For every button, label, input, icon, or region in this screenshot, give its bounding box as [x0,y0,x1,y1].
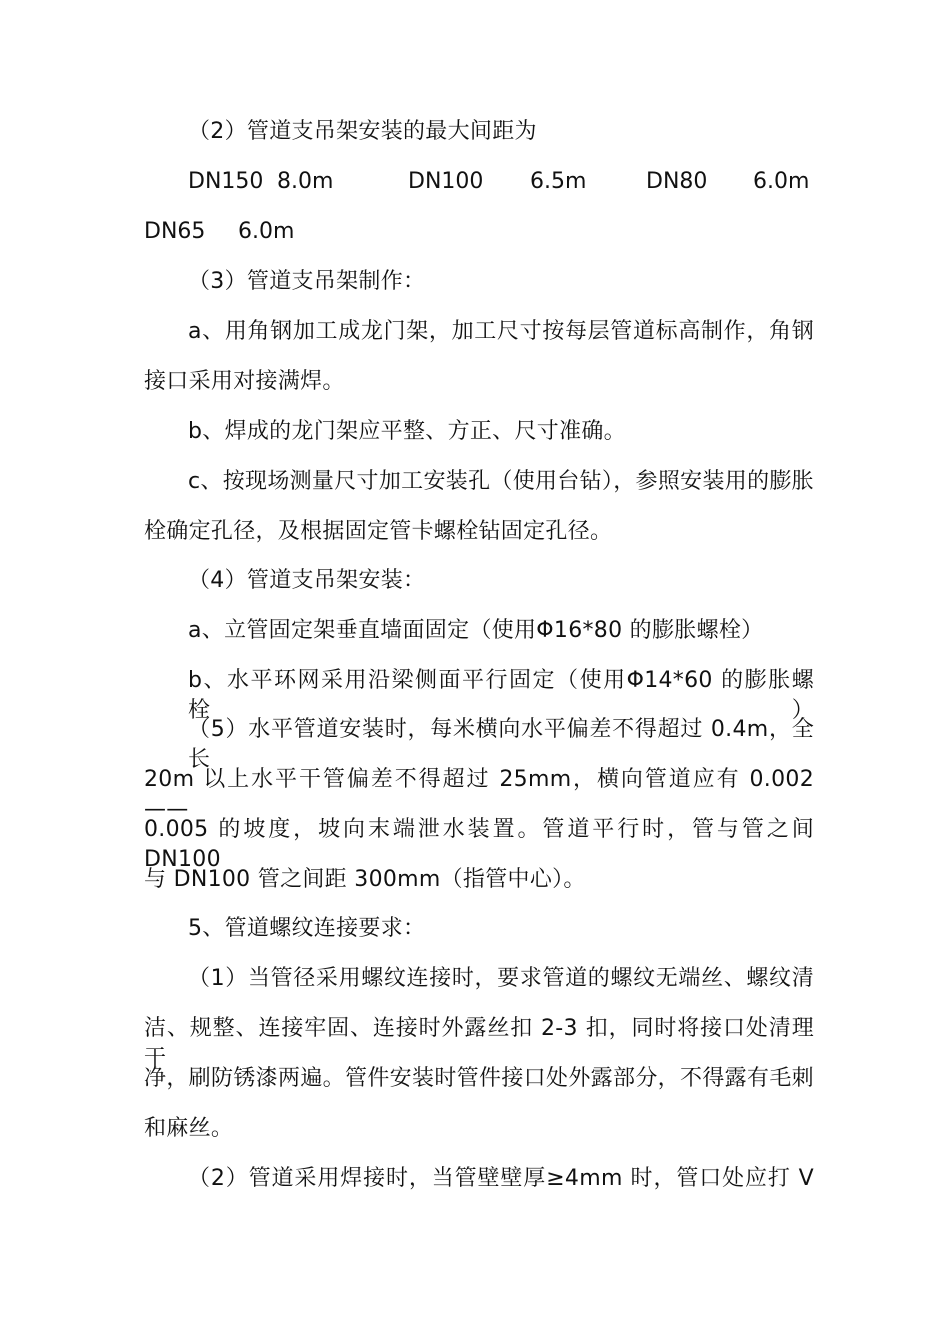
section-heading-4: （4）管道支吊架安装： [188,568,426,593]
paragraph-line: b、焊成的龙门架应平整、方正、尺寸准确。 [188,419,626,444]
paragraph-line: 与 DN100 管之间距 300mm（指管中心）。 [144,867,586,892]
paragraph-line: （1）当管径采用螺纹连接时，要求管道的螺纹无端丝、螺纹清 [188,966,814,991]
spacing-distance-dn100: 6.5m [530,169,587,194]
paragraph-line: 净，刷防锈漆两遍。管件安装时管件接口处外露部分，不得露有毛刺 [144,1066,814,1091]
paragraph-line: 20m 以上水平干管偏差不得超过 25mm，横向管道应有 0.002—— [144,767,814,822]
paragraph-line: 栓确定孔径，及根据固定管卡螺栓钻固定孔径。 [144,519,613,544]
paragraph-line: a、用角钢加工成龙门架，加工尺寸按每层管道标高制作，角钢 [188,319,814,344]
spacing-distance-dn80: 6.0m [753,169,810,194]
spacing-size-dn150: DN150 [188,169,264,194]
spacing-distance-dn65: 6.0m [238,219,295,244]
paragraph-line: （2）管道采用焊接时，当管壁壁厚≥4mm 时，管口处应打 V [188,1166,814,1191]
spacing-distance-dn150: 8.0m [277,169,334,194]
section-heading-3: （3）管道支吊架制作： [188,269,426,294]
paragraph-line: 洁、规整、连接牢固、连接时外露丝扣 2-3 扣，同时将接口处清理干 [144,1016,814,1071]
paragraph-line: 接口采用对接满焊。 [144,369,345,394]
paragraph-line: b、水平环网采用沿梁侧面平行固定（使用Φ14*60 的膨胀螺栓） [188,668,814,723]
paragraph-line: （5）水平管道安装时，每米横向水平偏差不得超过 0.4m，全长 [188,717,814,772]
spacing-size-dn65: DN65 [144,219,206,244]
paragraph-line: 0.005 的坡度，坡向末端泄水装置。管道平行时，管与管之间 DN100 [144,817,814,872]
spacing-size-dn80: DN80 [646,169,708,194]
paragraph-line: c、按现场测量尺寸加工安装孔（使用台钻），参照安装用的膨胀 [188,469,814,494]
section-heading-5: 5、管道螺纹连接要求： [188,916,426,941]
section-heading-2: （2）管道支吊架安装的最大间距为 [188,119,537,144]
paragraph-line: a、立管固定架垂直墙面固定（使用Φ16*80 的膨胀螺栓） [188,618,764,643]
spacing-size-dn100: DN100 [408,169,484,194]
paragraph-line: 和麻丝。 [144,1116,234,1141]
